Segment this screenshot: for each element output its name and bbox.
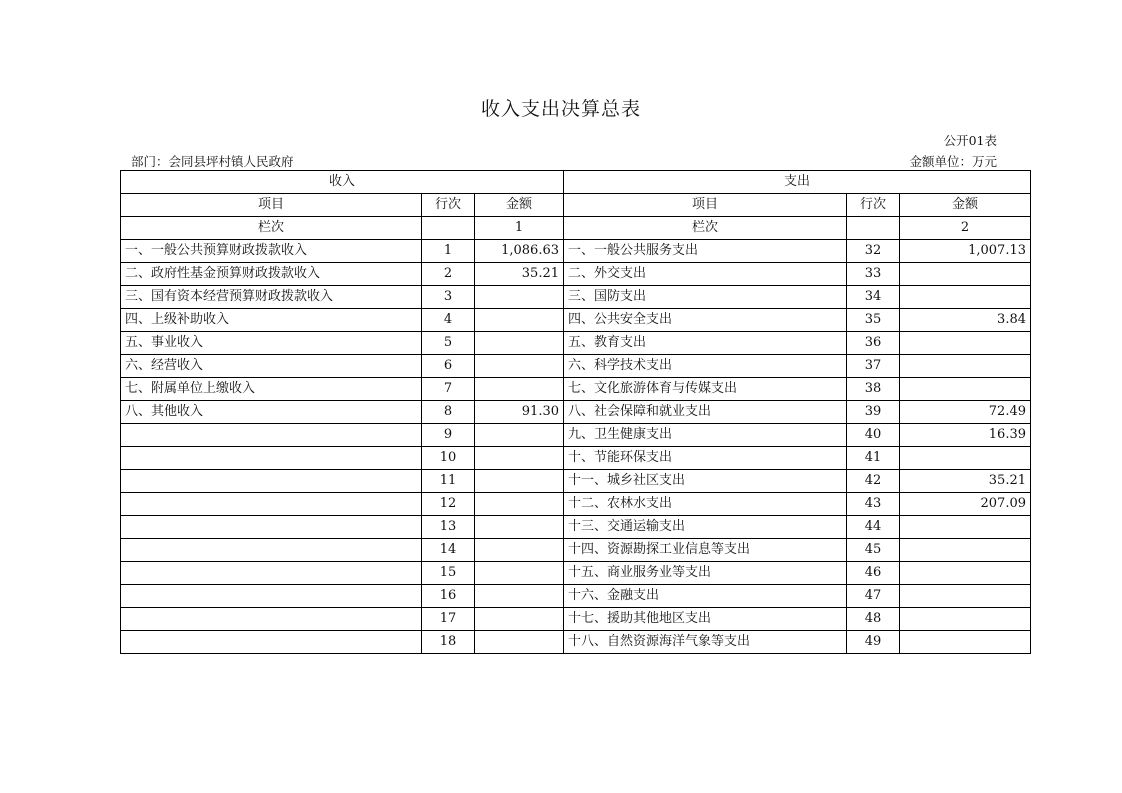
income-item-cell: 二、政府性基金预算财政拨款收入 (121, 263, 422, 286)
income-column-order-label: 栏次 (121, 217, 422, 240)
expense-row-no-cell: 40 (847, 424, 900, 447)
expense-item-cell: 九、卫生健康支出 (564, 424, 847, 447)
expense-amount-cell (900, 286, 1031, 309)
income-amount-cell (475, 424, 564, 447)
expense-item-cell: 十二、农林水支出 (564, 493, 847, 516)
income-item-cell (121, 608, 422, 631)
expense-item-cell: 十七、援助其他地区支出 (564, 608, 847, 631)
expense-item-cell: 八、社会保障和就业支出 (564, 401, 847, 424)
income-amount-cell (475, 378, 564, 401)
income-amount-cell (475, 355, 564, 378)
income-amount-cell (475, 332, 564, 355)
income-amount-cell (475, 539, 564, 562)
empty-cell (847, 217, 900, 240)
income-row-no-cell: 14 (422, 539, 475, 562)
expense-amount-cell (900, 263, 1031, 286)
income-item-cell: 八、其他收入 (121, 401, 422, 424)
expense-item-cell: 十六、金融支出 (564, 585, 847, 608)
expense-row-no-cell: 45 (847, 539, 900, 562)
expense-column-number: 2 (900, 217, 1031, 240)
expense-item-cell: 二、外交支出 (564, 263, 847, 286)
expense-row-no-cell: 38 (847, 378, 900, 401)
income-row-no-cell: 1 (422, 240, 475, 263)
expense-amount-cell (900, 516, 1031, 539)
expense-item-cell: 四、公共安全支出 (564, 309, 847, 332)
income-row-no-cell: 8 (422, 401, 475, 424)
expense-row-no-cell: 39 (847, 401, 900, 424)
expense-amount-cell (900, 378, 1031, 401)
income-amount-cell (475, 585, 564, 608)
column-order-row (121, 217, 1031, 240)
table-row (121, 516, 1031, 539)
table-row (121, 286, 1031, 309)
expense-amount-cell: 1,007.13 (900, 240, 1031, 263)
income-amount-header: 金额 (475, 194, 564, 217)
income-item-cell (121, 424, 422, 447)
expense-item-cell: 五、教育支出 (564, 332, 847, 355)
income-item-cell (121, 562, 422, 585)
expense-amount-cell: 16.39 (900, 424, 1031, 447)
income-row-no-cell: 5 (422, 332, 475, 355)
empty-cell (422, 217, 475, 240)
income-item-cell: 三、国有资本经营预算财政拨款收入 (121, 286, 422, 309)
expense-item-cell: 七、文化旅游体育与传媒支出 (564, 378, 847, 401)
income-amount-cell (475, 493, 564, 516)
income-row-no-header: 行次 (422, 194, 475, 217)
expense-amount-cell: 35.21 (900, 470, 1031, 493)
income-amount-cell (475, 309, 564, 332)
income-row-no-cell: 3 (422, 286, 475, 309)
expense-row-no-cell: 43 (847, 493, 900, 516)
income-row-no-cell: 6 (422, 355, 475, 378)
expense-row-no-header: 行次 (847, 194, 900, 217)
income-item-cell: 一、一般公共预算财政拨款收入 (121, 240, 422, 263)
expense-row-no-cell: 47 (847, 585, 900, 608)
expense-row-no-cell: 49 (847, 631, 900, 654)
income-row-no-cell: 2 (422, 263, 475, 286)
income-item-cell (121, 585, 422, 608)
amount-unit-label: 金额单位：万元 (909, 154, 997, 169)
expense-amount-cell: 3.84 (900, 309, 1031, 332)
expense-row-no-cell: 32 (847, 240, 900, 263)
table-row (121, 608, 1031, 631)
expense-row-no-cell: 35 (847, 309, 900, 332)
expense-item-cell: 十一、城乡社区支出 (564, 470, 847, 493)
expense-amount-cell (900, 631, 1031, 654)
expense-row-no-cell: 36 (847, 332, 900, 355)
table-row (121, 585, 1031, 608)
expense-item-cell: 十三、交通运输支出 (564, 516, 847, 539)
income-row-no-cell: 13 (422, 516, 475, 539)
income-item-cell (121, 447, 422, 470)
income-row-no-cell: 11 (422, 470, 475, 493)
expense-amount-cell (900, 355, 1031, 378)
expense-item-cell: 一、一般公共服务支出 (564, 240, 847, 263)
department-label: 部门：会同县坪村镇人民政府 (131, 154, 294, 169)
table-row (121, 263, 1031, 286)
expense-amount-cell (900, 447, 1031, 470)
income-row-no-cell: 18 (422, 631, 475, 654)
expense-item-cell: 六、科学技术支出 (564, 355, 847, 378)
table-row (121, 447, 1031, 470)
income-expense-table (120, 170, 1031, 654)
expense-row-no-cell: 33 (847, 263, 900, 286)
income-amount-cell: 91.30 (475, 401, 564, 424)
income-item-cell: 六、经营收入 (121, 355, 422, 378)
expense-item-cell: 十五、商业服务业等支出 (564, 562, 847, 585)
table-row (121, 562, 1031, 585)
page-title: 收入支出决算总表 (480, 98, 641, 120)
income-amount-cell: 1,086.63 (475, 240, 564, 263)
expense-row-no-cell: 41 (847, 447, 900, 470)
expense-row-no-cell: 37 (847, 355, 900, 378)
table-row (121, 631, 1031, 654)
expense-amount-cell (900, 562, 1031, 585)
table-row (121, 539, 1031, 562)
column-header-row (121, 194, 1031, 217)
expense-item-cell: 三、国防支出 (564, 286, 847, 309)
section-header-row (121, 171, 1031, 194)
income-row-no-cell: 10 (422, 447, 475, 470)
income-amount-cell (475, 470, 564, 493)
income-amount-cell (475, 631, 564, 654)
expense-item-cell: 十、节能环保支出 (564, 447, 847, 470)
expense-amount-cell: 207.09 (900, 493, 1031, 516)
expense-amount-cell: 72.49 (900, 401, 1031, 424)
expense-amount-cell (900, 585, 1031, 608)
income-item-header: 项目 (121, 194, 422, 217)
table-row (121, 309, 1031, 332)
income-row-no-cell: 4 (422, 309, 475, 332)
table-row (121, 424, 1031, 447)
expense-row-no-cell: 44 (847, 516, 900, 539)
expense-row-no-cell: 46 (847, 562, 900, 585)
expense-row-no-cell: 48 (847, 608, 900, 631)
income-row-no-cell: 15 (422, 562, 475, 585)
income-item-cell (121, 470, 422, 493)
expense-section-header: 支出 (564, 171, 1031, 194)
expense-row-no-cell: 34 (847, 286, 900, 309)
income-amount-cell (475, 447, 564, 470)
income-row-no-cell: 9 (422, 424, 475, 447)
income-item-cell (121, 516, 422, 539)
income-row-no-cell: 16 (422, 585, 475, 608)
income-item-cell (121, 539, 422, 562)
income-amount-cell (475, 516, 564, 539)
table-row (121, 378, 1031, 401)
expense-amount-cell (900, 539, 1031, 562)
income-amount-cell: 35.21 (475, 263, 564, 286)
table-row (121, 401, 1031, 424)
table-row (121, 355, 1031, 378)
expense-item-header: 项目 (564, 194, 847, 217)
table-row (121, 493, 1031, 516)
table-row (121, 332, 1031, 355)
income-section-header: 收入 (121, 171, 564, 194)
income-item-cell: 四、上级补助收入 (121, 309, 422, 332)
income-amount-cell (475, 608, 564, 631)
income-item-cell: 七、附属单位上缴收入 (121, 378, 422, 401)
income-amount-cell (475, 286, 564, 309)
table-row (121, 470, 1031, 493)
income-item-cell: 五、事业收入 (121, 332, 422, 355)
income-item-cell (121, 493, 422, 516)
table-row (121, 240, 1031, 263)
expense-row-no-cell: 42 (847, 470, 900, 493)
income-row-no-cell: 7 (422, 378, 475, 401)
expense-column-order-label: 栏次 (564, 217, 847, 240)
expense-amount-cell (900, 332, 1031, 355)
expense-item-cell: 十八、自然资源海洋气象等支出 (564, 631, 847, 654)
expense-amount-header: 金额 (900, 194, 1031, 217)
income-column-number: 1 (475, 217, 564, 240)
form-code: 公开01表 (943, 133, 997, 148)
expense-item-cell: 十四、资源勘探工业信息等支出 (564, 539, 847, 562)
expense-amount-cell (900, 608, 1031, 631)
income-row-no-cell: 17 (422, 608, 475, 631)
income-amount-cell (475, 562, 564, 585)
income-item-cell (121, 631, 422, 654)
income-row-no-cell: 12 (422, 493, 475, 516)
